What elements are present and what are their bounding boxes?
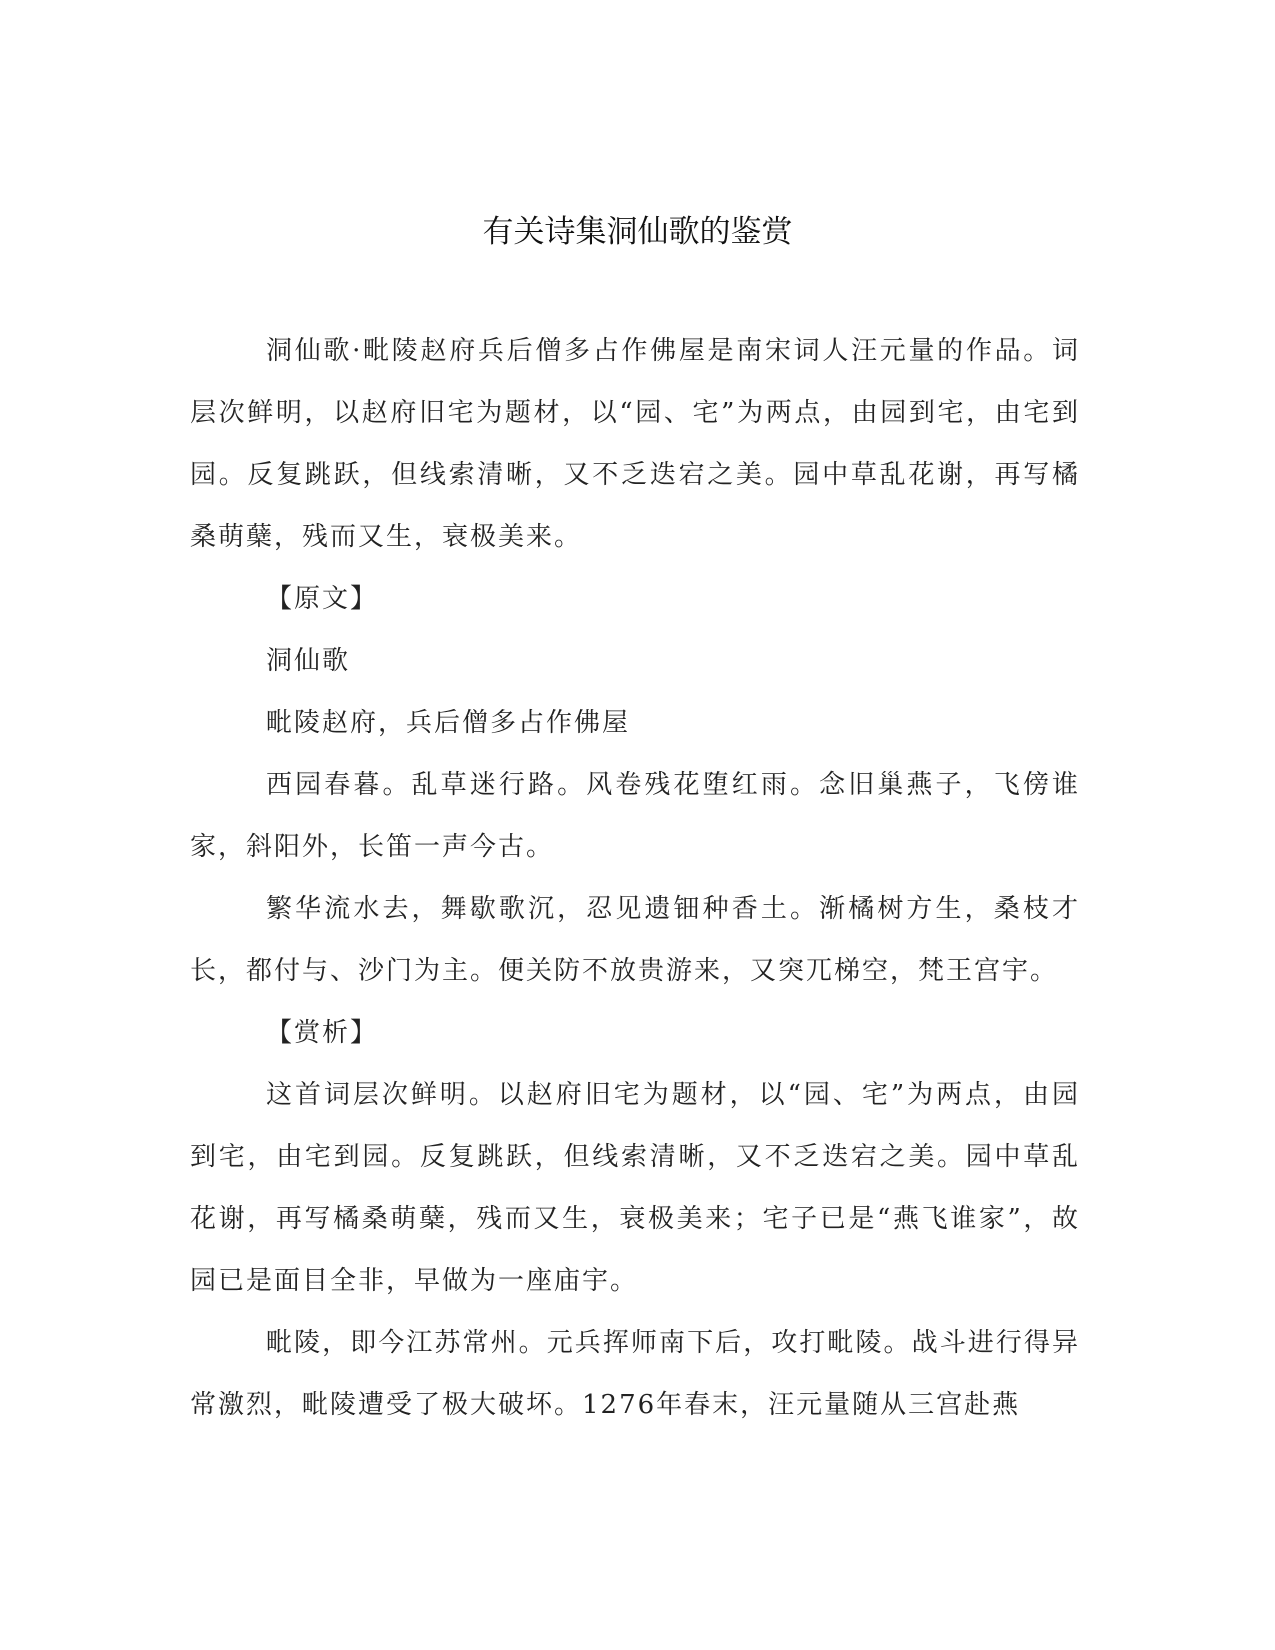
poem-stanza-1: 西园春暮。乱草迷行路。风卷残花堕红雨。念旧巢燕子，飞傍谁家，斜阳外，长笛一声今古。 <box>190 770 1080 862</box>
poem-subtitle: 毗陵赵府，兵后僧多占作佛屋 <box>266 708 631 738</box>
section-heading-original-text: 【原文】 <box>266 584 379 614</box>
appreciation-paragraph: 这首词层次鲜明。以赵府旧宅为题材，以“园、宅”为两点，由园到宅，由宅到园。反复跳跃，但线索清晰，又不乏迭宕之美。园中草乱花谢，再写橘桑萌蘖，残而又生，衰极美来；宅子已是“燕飞谁家”，故园已是面目全非，早做为一座庙宇。 <box>190 1080 1080 1296</box>
poem-title: 洞仙歌 <box>266 646 351 676</box>
document-title: 有关诗集洞仙歌的鉴赏 <box>482 214 793 250</box>
intro-paragraph: 洞仙歌·毗陵赵府兵后僧多占作佛屋是南宋词人汪元量的作品。词层次鲜明，以赵府旧宅为题材，以“园、宅”为两点，由园到宅，由宅到园。反复跳跃，但线索清晰，又不乏迭宕之美。园中草乱花谢，再写橘桑萌蘖，残而又生，衰极美来。 <box>190 336 1080 552</box>
poem-stanza-2: 繁华流水去，舞歇歌沉，忍见遗钿种香土。渐橘树方生，桑枝才长，都付与、沙门为主。便关防不放贵游来，又突兀梯空，梵王宫宇。 <box>190 894 1080 986</box>
background-paragraph: 毗陵，即今江苏常州。元兵挥师南下后，攻打毗陵。战斗进行得异常激烈，毗陵遭受了极大破坏。1276年春末，汪元量随从三宫赴燕 <box>190 1328 1080 1420</box>
document-body <box>190 320 1080 1436</box>
section-heading-appreciation: 【赏析】 <box>266 1018 379 1048</box>
